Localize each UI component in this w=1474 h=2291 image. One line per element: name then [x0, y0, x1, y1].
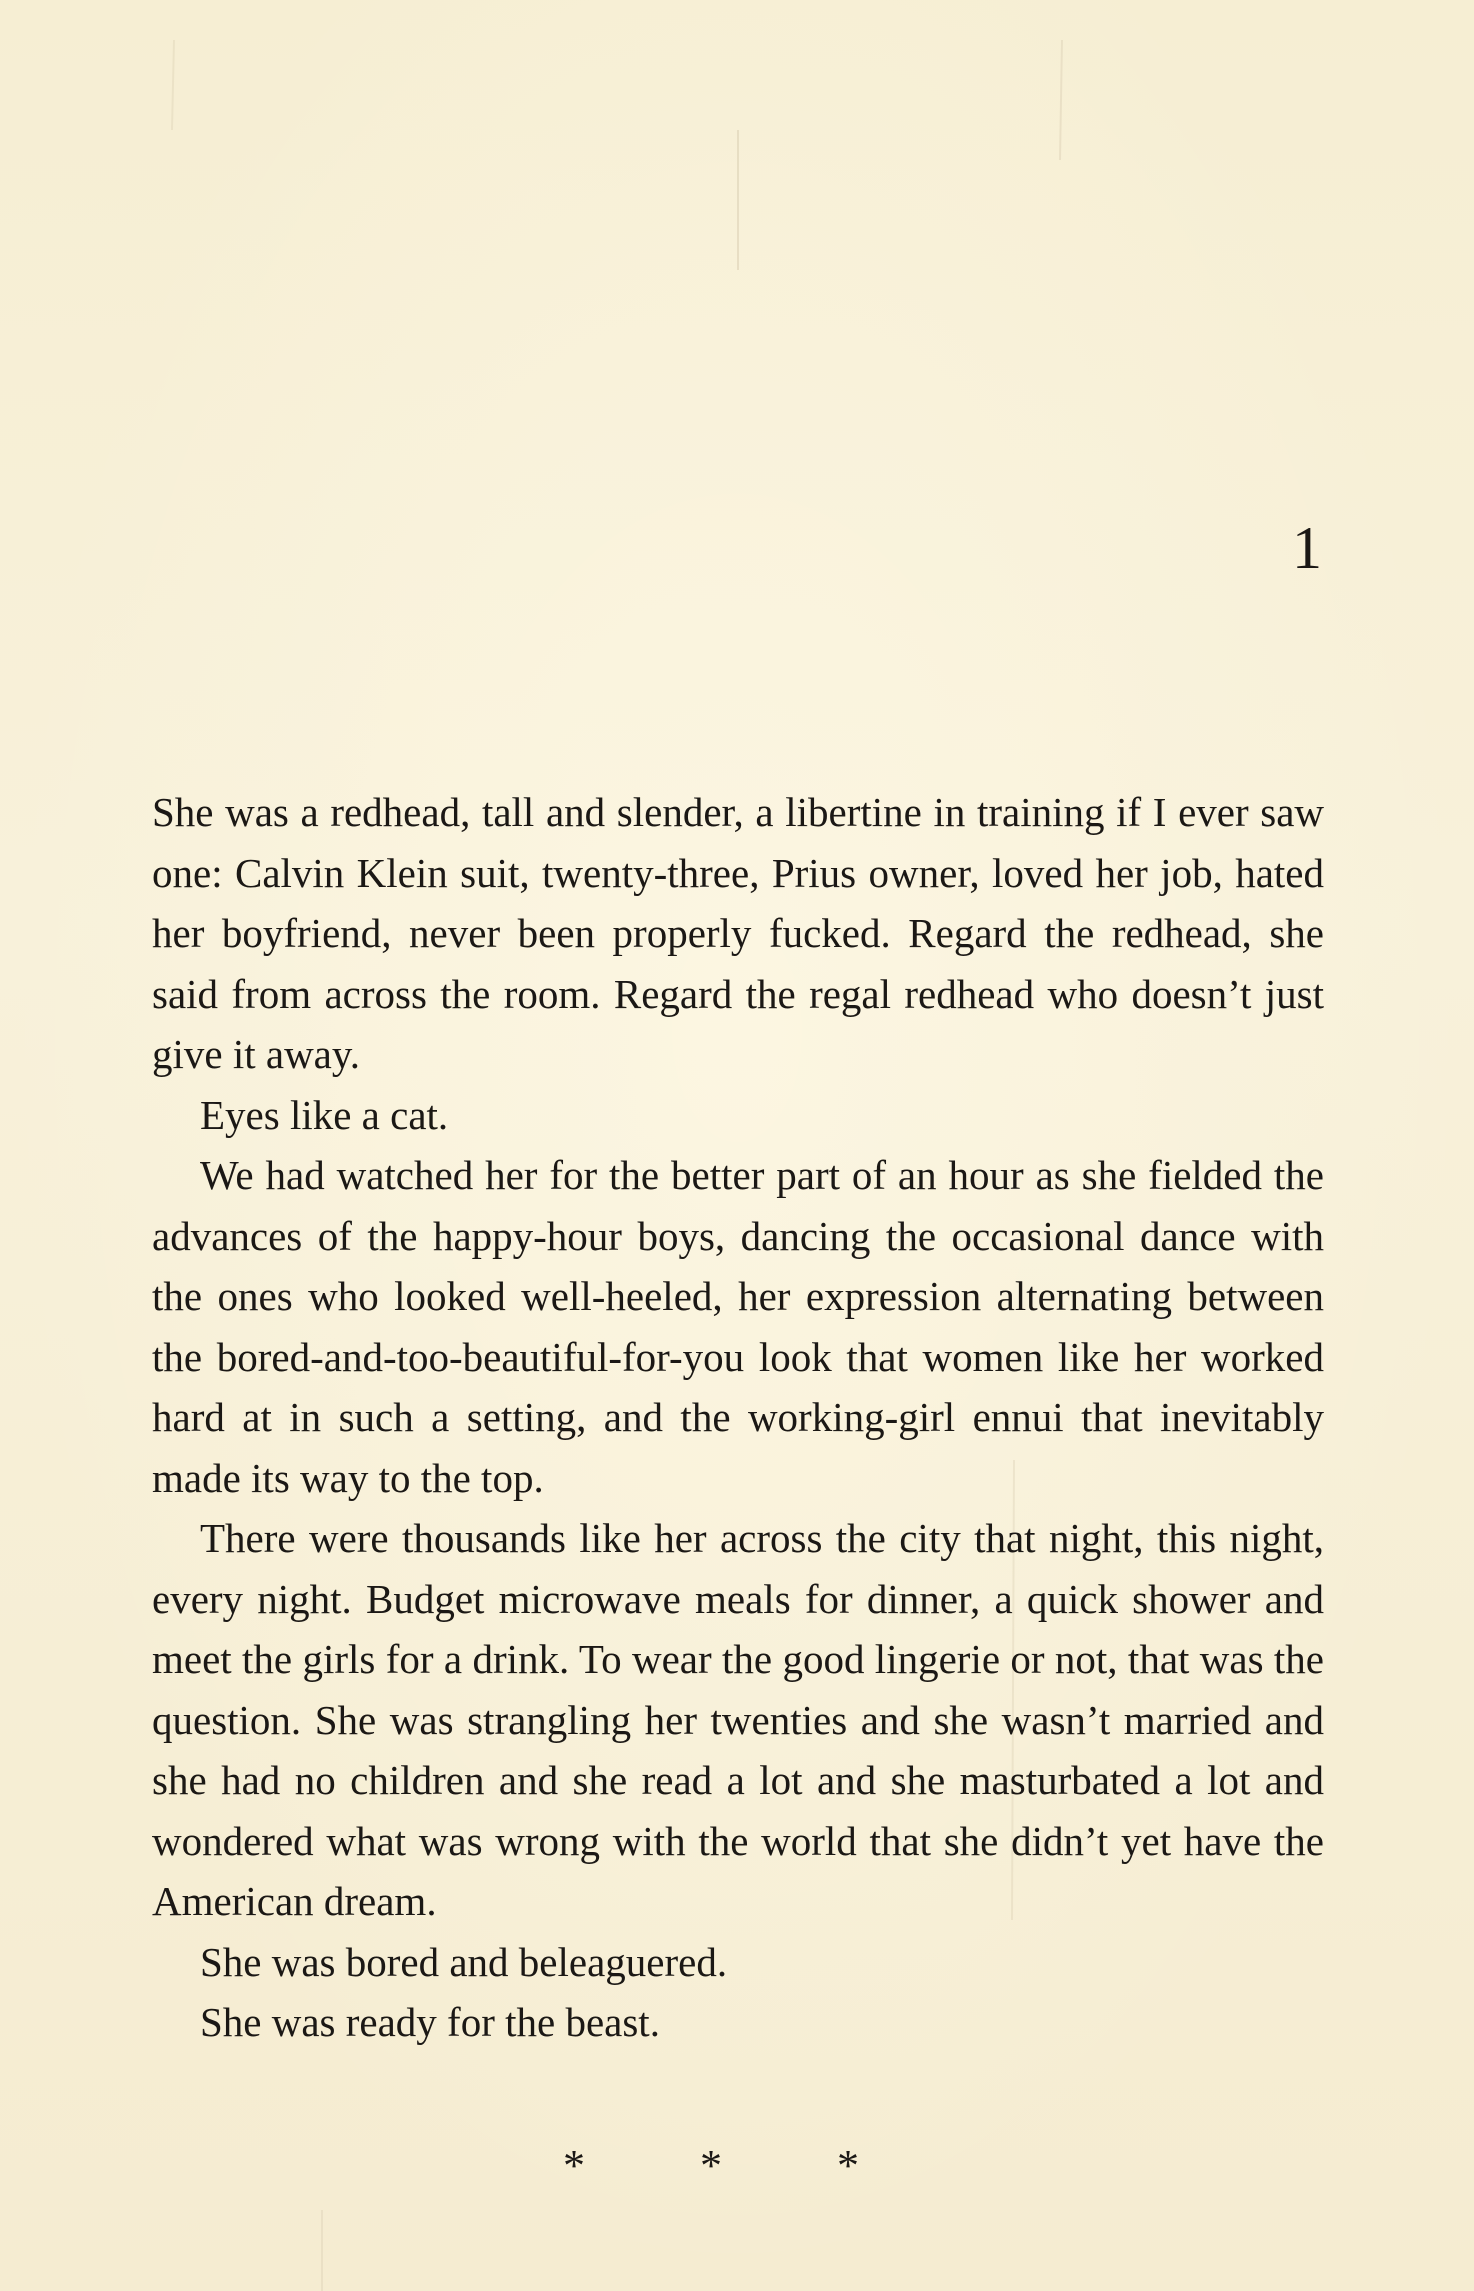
chapter-body — [152, 782, 1324, 2053]
paragraph-2: Eyes like a cat. — [200, 1091, 449, 1138]
paragraph-4: There were thousands like her across the city that night, this night, every night. Budget microwave meals for dinner, a quick shower and meet the girls for a drink. To wear the good lingerie or not, that was the question. She was strangling her twenties and she wasn’t married and she had no children and she read a lot and she masturbated a lot and wondered what was wrong with the world that she didn’t yet have the American dream. — [152, 1515, 1324, 1924]
chapter-number: 1 — [1292, 515, 1322, 581]
paragraph-3: We had watched her for the better part of an hour as she fielded the advances of the happy-hour boys, dancing the occasional dance with the ones who looked well-heeled, her expression alternating between the bored-and-too-beautiful-for-you look that women like her worked hard at in such a setting, and the working-girl ennui that inevitably made its way to the top. — [152, 1152, 1324, 1501]
paragraph-5: She was bored and beleaguered. — [200, 1938, 728, 1985]
paragraph-6: She was ready for the beast. — [200, 1999, 660, 2045]
scene-break: * * * — [563, 2141, 911, 2190]
paragraph-1: She was a redhead, tall and slender, a libertine in training if I ever saw one: Calvin Klein suit, twenty-three, Prius owner, loved her job, hated her boyfriend, never been properly fucked. Regard the redhead, she said from across the room. Regard the regal redhead who doesn’t just give it away. — [152, 789, 1324, 1077]
